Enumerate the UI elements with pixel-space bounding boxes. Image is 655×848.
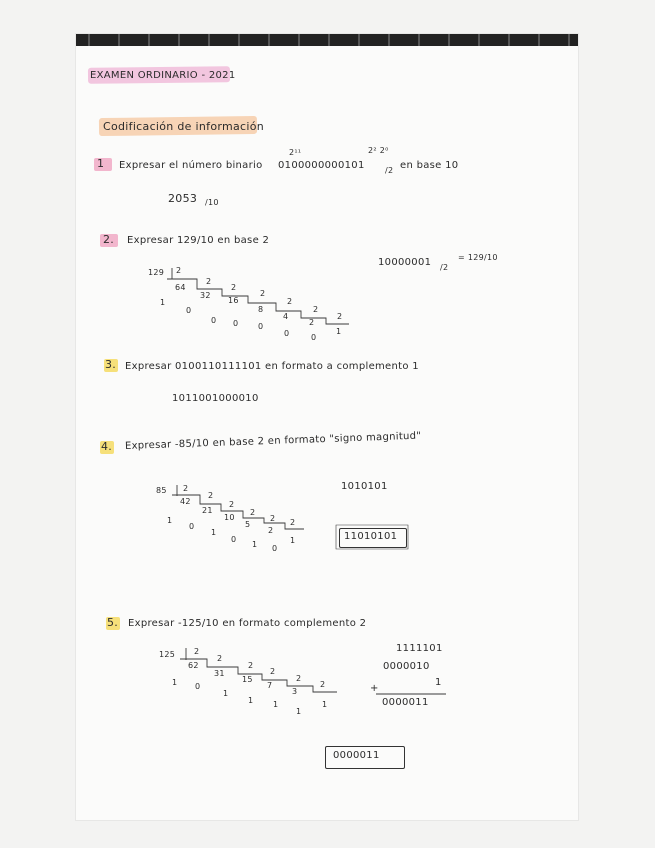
q5-sum-line-2: 0000010: [383, 661, 430, 672]
q5-dividend: 15: [242, 675, 253, 684]
q1-answer: 2053: [168, 192, 198, 205]
q4-remainder: 0: [231, 535, 237, 544]
q4-dividend: 42: [180, 497, 191, 506]
q4-divisor: 2: [183, 484, 189, 493]
q5-dividend: 31: [214, 669, 225, 678]
spiral-binding: [76, 34, 578, 46]
q2-remainder: 1: [160, 298, 166, 307]
q5-divisor: 2: [248, 661, 254, 670]
q3-number: 3.: [105, 358, 117, 371]
q5-remainder: 1: [273, 700, 279, 709]
q4-dividend: 5: [245, 520, 251, 529]
q5-divisor: 2: [320, 680, 326, 689]
section-title: Codificación de información: [103, 120, 265, 133]
q5-remainder: 1: [322, 700, 328, 709]
q2-dividend: 64: [175, 283, 186, 292]
q4-divisor: 2: [270, 514, 276, 523]
q5-divisor: 2: [217, 654, 223, 663]
q2-result-base: /2: [440, 263, 449, 272]
q5-divisor: 2: [296, 674, 302, 683]
q4-remainder: 0: [272, 544, 278, 553]
q2-result: 10000001: [378, 257, 432, 268]
q4-dividend: 85: [156, 486, 167, 495]
q4-remainder: 1: [290, 536, 296, 545]
q1-number: 1: [97, 157, 105, 170]
q2-divisor: 2: [337, 312, 343, 321]
q2-remainder: 0: [211, 316, 217, 325]
q3-answer: 1011001000010: [172, 393, 259, 404]
q4-remainder: 1: [167, 516, 173, 525]
q2-divisor: 2: [176, 266, 182, 275]
q5-divisor: 2: [194, 647, 200, 656]
q4-divisor: 2: [250, 508, 256, 517]
q2-divisor: 2: [231, 283, 237, 292]
q2-remainder: 1: [336, 327, 342, 336]
q5-sum-line-1: 1111101: [396, 643, 443, 654]
q2-divisor: 2: [260, 289, 266, 298]
q2-result-eq: = 129/10: [458, 253, 498, 262]
q2-remainder: 0: [186, 306, 192, 315]
exam-title: EXAMEN ORDINARIO - 2021: [90, 70, 236, 81]
q5-remainder: 1: [296, 707, 302, 716]
q4-dividend: 2: [268, 526, 274, 535]
q5-remainder: 1: [248, 696, 254, 705]
q1-prompt-start: Expresar el número binario: [119, 160, 263, 171]
q2-remainder: 0: [233, 319, 239, 328]
q4-remainder: 1: [252, 540, 258, 549]
q5-number: 5.: [107, 616, 119, 629]
q2-prompt: Expresar 129/10 en base 2: [127, 235, 270, 246]
q4-dividend: 10: [224, 513, 235, 522]
q2-divisor: 2: [287, 297, 293, 306]
q2-dividend: 8: [258, 305, 264, 314]
q5-prompt: Expresar -125/10 en formato complemento 2: [128, 618, 367, 629]
q1-exponent-a: 2¹¹: [289, 148, 302, 157]
q1-binary: 0100000000101: [278, 160, 365, 171]
q2-dividend: 4: [283, 312, 289, 321]
q2-dividend: 129: [148, 268, 165, 277]
q5-remainder: 1: [223, 689, 229, 698]
q4-prompt: Expresar -85/10 en base 2 en formato "signo magnitud": [124, 430, 422, 452]
q2-remainder: 0: [284, 329, 290, 338]
q4-remainder: 0: [189, 522, 195, 531]
q5-sum-result: 0000011: [382, 697, 429, 708]
q1-answer-base: /10: [205, 198, 219, 207]
q5-sum-line-3: 1: [435, 677, 442, 688]
q5-remainder: 1: [172, 678, 178, 687]
q1-base-mark: /2: [385, 166, 394, 175]
q2-divisor: 2: [206, 277, 212, 286]
q3-prompt: Expresar 0100110111101 en formato a complemento 1: [125, 361, 419, 372]
q4-divisor: 2: [229, 500, 235, 509]
q4-divisor: 2: [290, 518, 296, 527]
q5-remainder: 0: [195, 682, 201, 691]
q1-prompt-end: en base 10: [400, 160, 459, 171]
q5-sum-plus: +: [370, 683, 379, 694]
q2-remainder: 0: [258, 322, 264, 331]
q4-dividend: 21: [202, 506, 213, 515]
q2-divisor: 2: [313, 305, 319, 314]
q5-dividend: 62: [188, 661, 199, 670]
q2-dividend: 2: [309, 318, 315, 327]
q5-dividend: 125: [159, 650, 176, 659]
q4-remainder: 1: [211, 528, 217, 537]
q4-magnitude: 1010101: [341, 481, 388, 492]
q2-dividend: 32: [200, 291, 211, 300]
q5-dividend: 3: [292, 687, 298, 696]
q4-answer: 11010101: [344, 531, 398, 542]
q1-exponent-b: 2² 2⁰: [368, 146, 389, 155]
q4-number: 4.: [101, 440, 113, 453]
q2-number: 2.: [103, 233, 115, 246]
q4-divisor: 2: [208, 491, 214, 500]
q5-dividend: 7: [267, 681, 273, 690]
q5-answer: 0000011: [333, 750, 380, 761]
q2-remainder: 0: [311, 333, 317, 342]
q5-divisor: 2: [270, 667, 276, 676]
q2-dividend: 16: [228, 296, 239, 305]
